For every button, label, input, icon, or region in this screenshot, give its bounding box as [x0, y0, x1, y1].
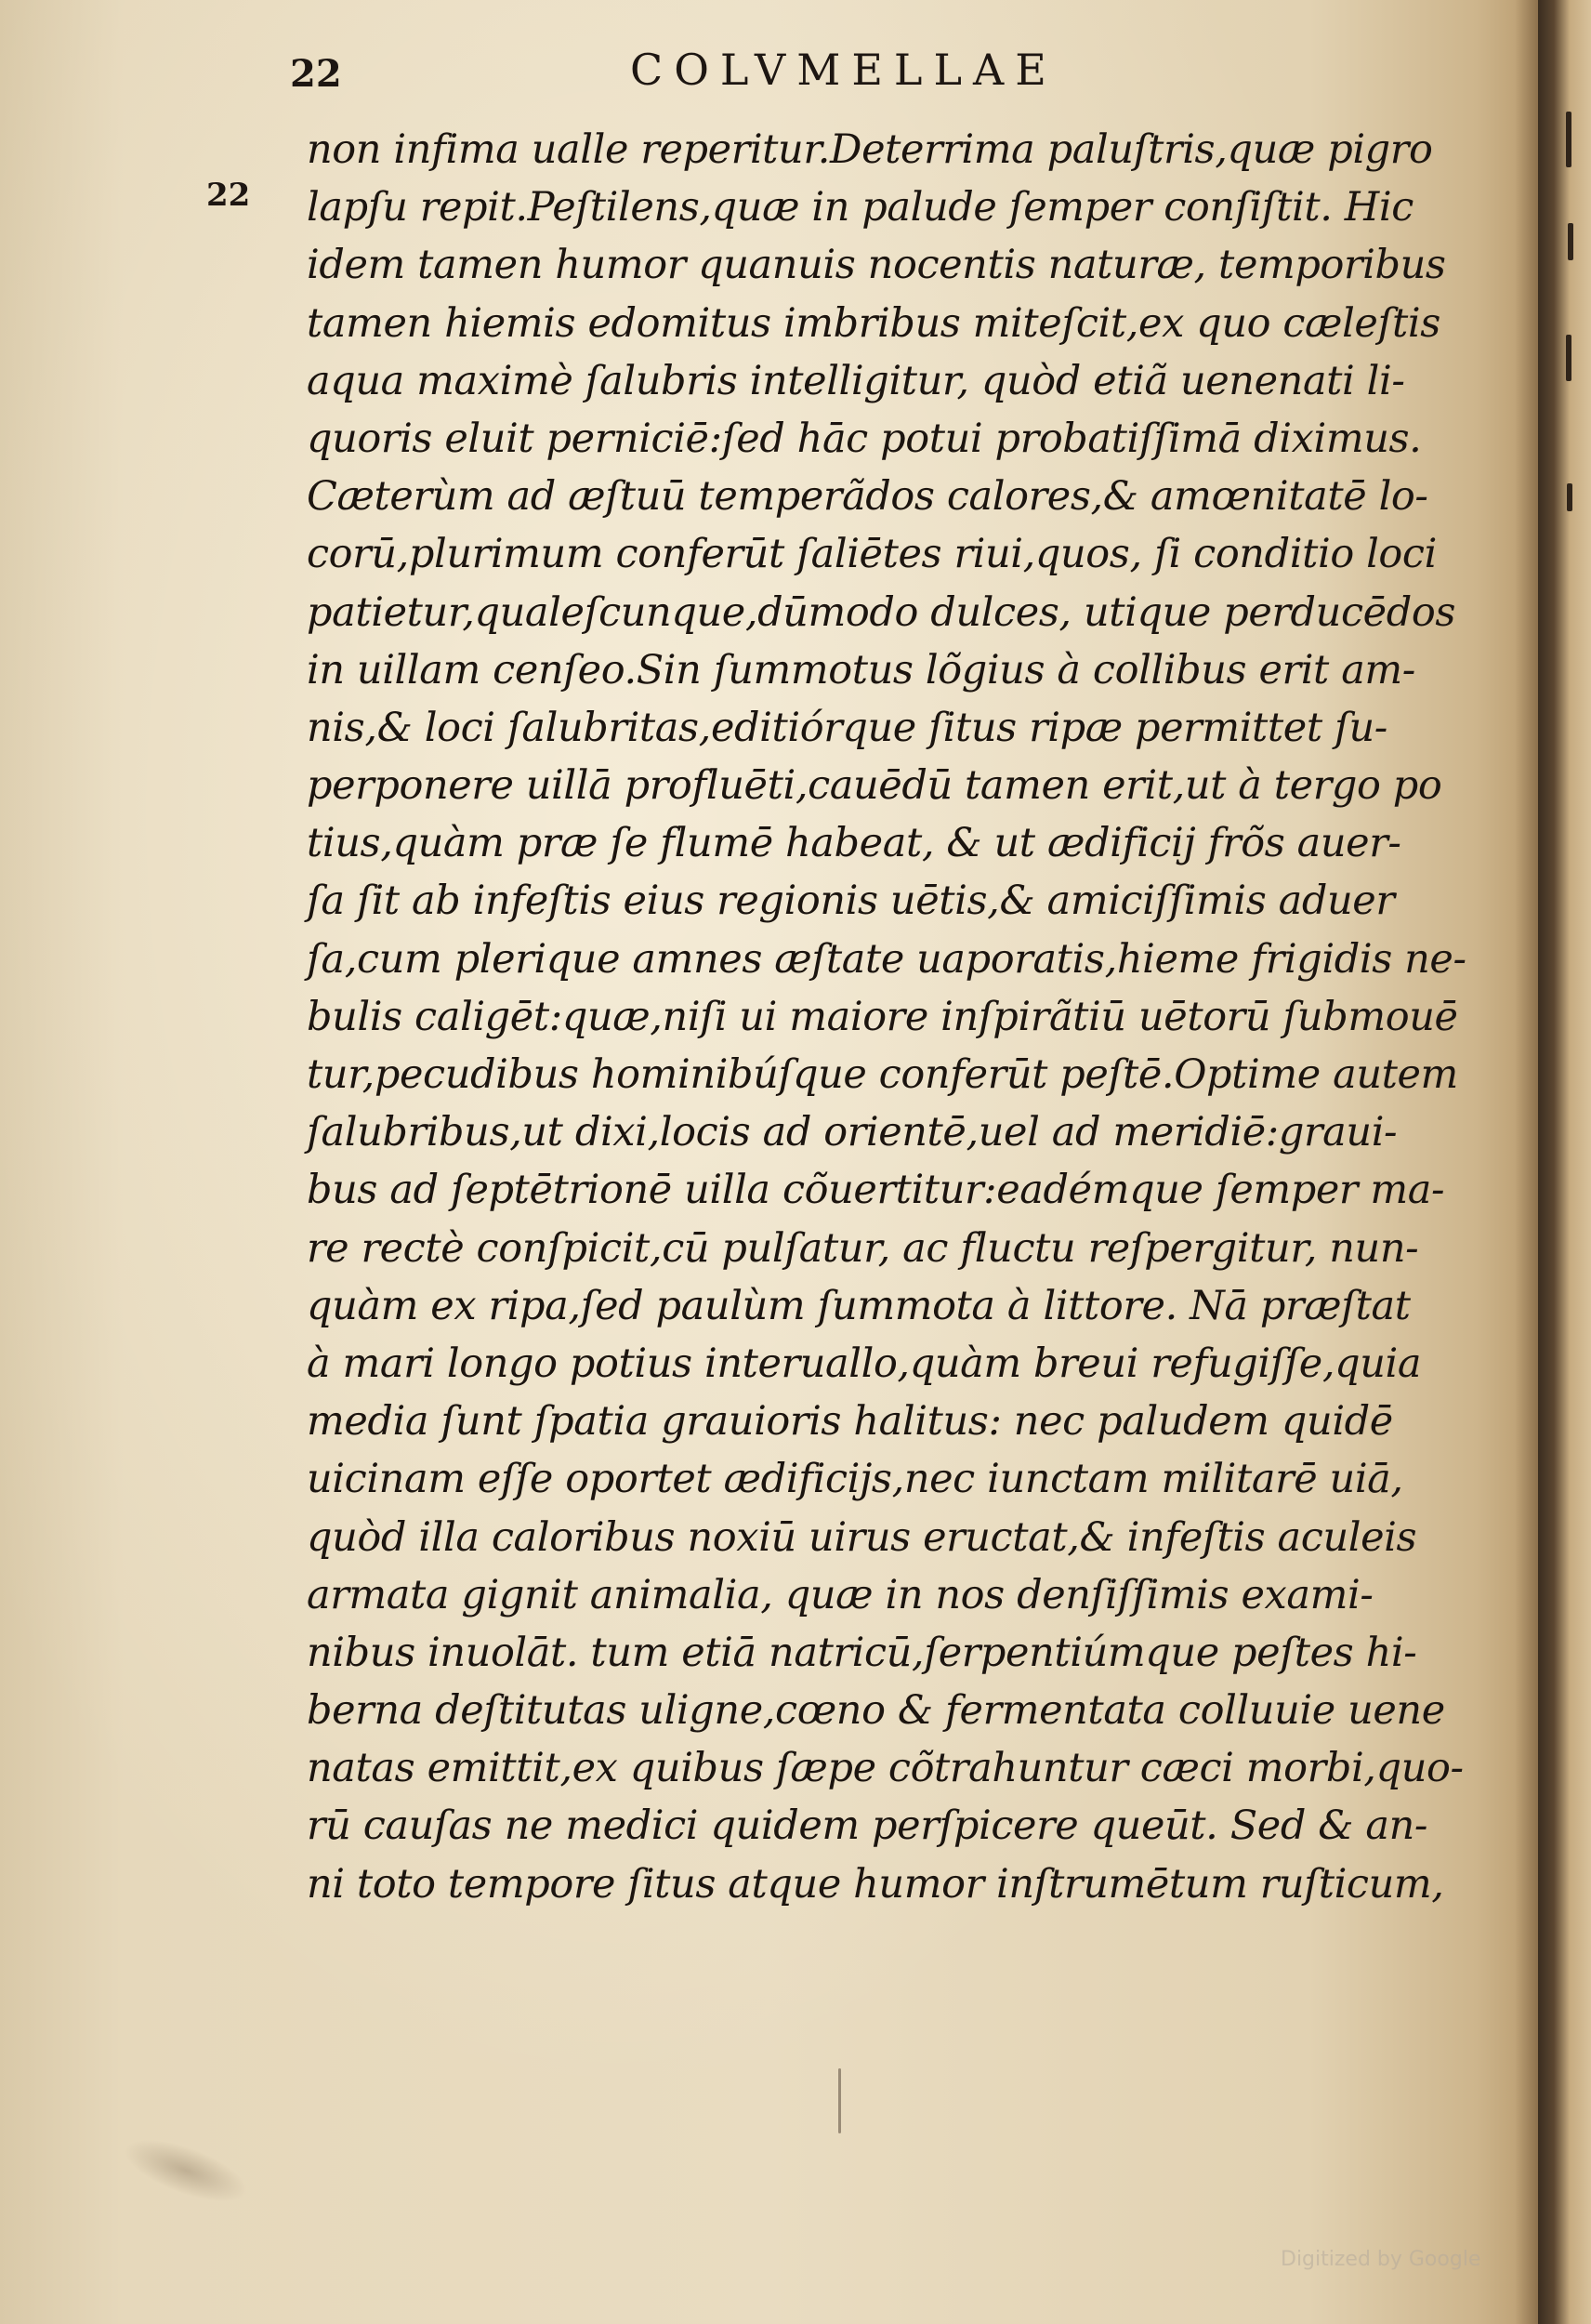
- text-line: nibus inuolāt. tum etiā natricū,ſerpentiúmque peſtes hi-: [307, 1629, 1417, 1676]
- text-line: lapſu repit.Peſtilens,quæ in palude ſemper conſiſtit. Hic: [307, 184, 1413, 231]
- text-line: in uillam cenſeo.Sin ſummotus lõgius à collibus erit am-: [307, 646, 1415, 693]
- running-head: COLVMELLAE: [630, 45, 1058, 95]
- text-line: bus ad ſeptētrionē uilla cõuertitur:eadémque ſemper ma-: [307, 1167, 1445, 1214]
- text-line: aqua maximè ſalubris intelligitur, quòd etiã uenenati li-: [307, 357, 1405, 404]
- text-line: bulis caligēt:quæ,niſi ui maiore inſpirãtiū uētorū ſubmouē: [307, 993, 1458, 1040]
- text-line: nis,& loci ſalubritas,editiórque ſitus ripæ permittet ſu-: [307, 704, 1387, 751]
- text-line: natas emittit,ex quibus ſæpe cõtrahuntur cæci morbi,quo-: [307, 1745, 1464, 1792]
- text-line: idem tamen humor quanuis nocentis naturæ, temporibus: [307, 242, 1446, 289]
- text-line: media ſunt ſpatia grauioris halitus: nec paludem quidē: [307, 1398, 1393, 1446]
- edge-glyph-mark: [1568, 223, 1573, 260]
- ink-mark: [838, 2068, 841, 2133]
- edge-glyph-mark: [1567, 483, 1572, 511]
- page-number: 22: [290, 52, 342, 96]
- text-line: perponere uillā profluēti,cauēdū tamen erit,ut à tergo po: [307, 762, 1442, 810]
- text-line: corū,plurimum conferūt ſaliētes riui,quos, ſi conditio loci: [307, 531, 1437, 578]
- text-line: berna deſtitutas uligne,cœno & fermentata colluuie uene: [307, 1687, 1445, 1735]
- next-page-edge: [1538, 0, 1591, 2324]
- paper-smudge: [117, 2127, 256, 2215]
- text-line: ſa,cum plerique amnes æſtate uaporatis,hieme frigidis ne-: [307, 935, 1466, 983]
- margin-note-number: 22: [206, 177, 251, 214]
- text-line: ſa ſit ab infeſtis eius regionis uētis,& amiciſſimis aduer: [307, 878, 1395, 925]
- edge-glyph-mark: [1566, 112, 1571, 167]
- edge-glyph-mark: [1566, 335, 1571, 381]
- text-line: Cæterùm ad æſtuū temperãdos calores,& amœnitatē lo-: [307, 473, 1428, 521]
- text-line: non infima ualle reperitur.Deterrima paluſtris,quæ pigro: [307, 126, 1433, 173]
- text-line: uicinam eſſe oportet ædificijs,nec iunctam militarē uiā,: [307, 1456, 1403, 1503]
- text-line: à mari longo potius interuallo,quàm breui refugiſſe,quia: [307, 1340, 1422, 1387]
- page-header: [279, 37, 1375, 102]
- text-line: ni toto tempore ſitus atque humor inſtrumētum ruſticum,: [307, 1860, 1444, 1908]
- text-line: tius,quàm præ ſe flumē habeat, & ut ædificij frõs auer-: [307, 820, 1401, 867]
- text-line: re rectè conſpicit,cū pulſatur, ac fluctu reſpergitur, nun-: [307, 1224, 1419, 1272]
- text-line: tamen hiemis edomitus imbribus miteſcit,ex quo cæleſtis: [307, 299, 1440, 347]
- text-line: rū cauſas ne medici quidem perſpicere queūt. Sed & an-: [307, 1802, 1428, 1850]
- body-text: [307, 121, 1466, 1913]
- text-line: quòd illa caloribus noxiū uirus eructat,& infeſtis aculeis: [307, 1513, 1417, 1561]
- text-line: quàm ex ripa,ſed paulùm ſummota à littore. Nā præſtat: [307, 1282, 1411, 1329]
- text-line: ſalubribus,ut dixi,locis ad orientē,uel ad meridiē:graui-: [307, 1109, 1398, 1156]
- text-line: armata gignit animalia, quæ in nos denſiſſimis exami-: [307, 1571, 1374, 1618]
- digitization-watermark: Digitized by Google: [1281, 2248, 1481, 2271]
- text-line: quoris eluit perniciē:ſed hāc potui probatiſſimā diximus.: [307, 415, 1422, 462]
- text-line: tur,pecudibus hominibúſque conferūt peſtē.Optime autem: [307, 1051, 1458, 1098]
- text-line: patietur,qualeſcunque,dūmodo dulces, utique perducēdos: [307, 588, 1455, 636]
